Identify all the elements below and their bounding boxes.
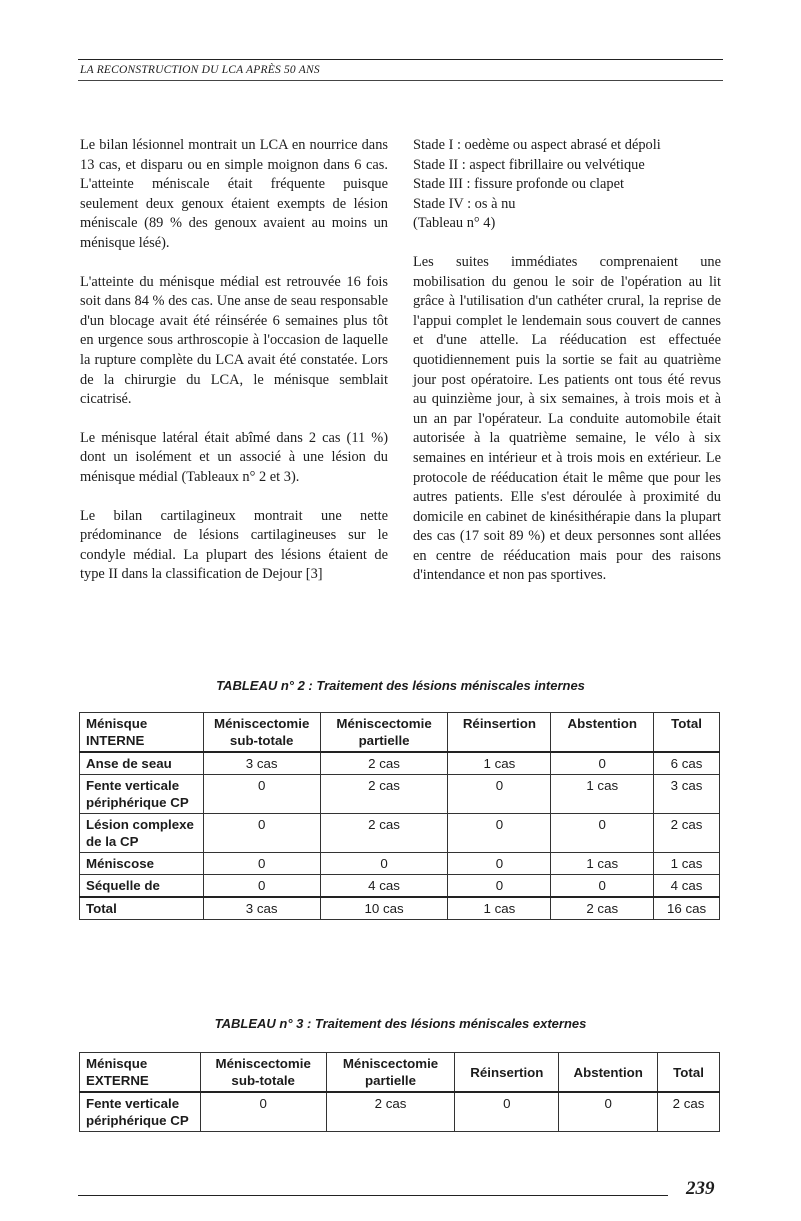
row-header: Méniscose	[80, 853, 204, 875]
column-header: Ménisque EXTERNE	[80, 1053, 201, 1093]
table-cell: 10 cas	[320, 897, 448, 920]
table-cell: 1 cas	[448, 897, 551, 920]
column-header: Réinsertion	[455, 1053, 559, 1093]
page-number: 239	[686, 1178, 715, 1199]
paragraph: Le bilan lésionnel montrait un LCA en nourrice dans 13 cas, et disparu ou en simple moignon dans 6 cas. L'atteinte méniscale était fréquente puisque seulement deux genoux étaient exempts de lésion méniscale (89 % des genoux avaient au moins un ménisque lésé).	[80, 137, 388, 251]
table-header-row	[80, 1053, 720, 1093]
table-cell: 2 cas	[320, 775, 448, 814]
stage-line: Stade IV : os à nu	[413, 195, 516, 212]
table-cell: 0	[203, 875, 320, 898]
table-cell: 0	[200, 1092, 326, 1132]
table-internal-meniscus	[79, 712, 720, 920]
table-external-meniscus	[79, 1052, 720, 1132]
table-cell: 0	[448, 875, 551, 898]
column-header: Abstention	[559, 1053, 658, 1093]
table-cell: 2 cas	[658, 1092, 720, 1132]
table-cell: 4 cas	[320, 875, 448, 898]
table2-caption: TABLEAU n° 2 : Traitement des lésions méniscales internes	[216, 678, 585, 693]
table-cell: 3 cas	[203, 752, 320, 775]
table-row	[80, 775, 720, 814]
table-header-row	[80, 713, 720, 753]
table3-caption: TABLEAU n° 3 : Traitement des lésions méniscales externes	[214, 1016, 587, 1031]
table-reference: (Tableau n° 4)	[413, 215, 496, 232]
column-header: Total	[658, 1053, 720, 1093]
table-row	[80, 752, 720, 775]
table-cell: 0	[551, 752, 654, 775]
table-cell: 0	[203, 775, 320, 814]
column-header: Ménisque INTERNE	[80, 713, 204, 753]
column-header: Abstention	[551, 713, 654, 753]
top-rule	[78, 59, 723, 60]
table-cell: 3 cas	[203, 897, 320, 920]
table-cell: 0	[551, 814, 654, 853]
column-header: Méniscectomie partielle	[326, 1053, 455, 1093]
column-header: Réinsertion	[448, 713, 551, 753]
table-cell: 2 cas	[551, 897, 654, 920]
column-header: Méniscectomie sub-totale	[200, 1053, 326, 1093]
table-cell: 3 cas	[654, 775, 720, 814]
table-cell: 0	[448, 814, 551, 853]
table-row	[80, 875, 720, 898]
stage-line: Stade II : aspect fibrillaire ou velvétique	[413, 156, 645, 173]
table-cell: 2 cas	[320, 752, 448, 775]
right-column	[413, 136, 721, 605]
table-cell: 2 cas	[654, 814, 720, 853]
paragraph: Les suites immédiates comprenaient une mobilisation du genou le soir de l'opération au lit grâce à l'utilisation d'un cathéter crural, la reprise de l'appui complet le lendemain sous couvert de cannes et d'une attelle. La rééducation est effectuée quotidiennement puis la sortie se fait au quatrième jour post opératoire. Les patients ont tous été revus au quinzième jour, à six semaines, à trois mois et à un an par l'opérateur. La conduite automobile était autorisée à la quatrième semaine, le vélo à six semaines en intérieur et à trois mois en extérieur. Le protocole de rééducation était le même que pour les autres patients. Elle s'est déroulée à proximité du domicile en cabinet de kinésithérapie dans la plupart des cas (17 soit 89 %) et deux personnes sont allées en centre de rééducation mais pour des raisons d'intendance et non pas sportives.	[413, 253, 721, 584]
row-header: Fente verticale périphérique CP	[80, 1092, 201, 1132]
table-cell: 6 cas	[654, 752, 720, 775]
table-cell: 0	[203, 814, 320, 853]
table-cell: 0	[448, 775, 551, 814]
table-cell: 2 cas	[320, 814, 448, 853]
table-cell: 1 cas	[551, 775, 654, 814]
table-row	[80, 814, 720, 853]
column-header: Méniscectomie partielle	[320, 713, 448, 753]
table-cell: 0	[203, 853, 320, 875]
row-header: Fente verticale périphérique CP	[80, 775, 204, 814]
footer-rule	[78, 1195, 668, 1196]
table-cell: 0	[551, 875, 654, 898]
table-cell: 1 cas	[551, 853, 654, 875]
running-header: LA RECONSTRUCTION DU LCA APRÈS 50 ANS	[80, 64, 320, 76]
row-header: Anse de seau	[80, 752, 204, 775]
stage-line: Stade III : fissure profonde ou clapet	[413, 176, 624, 193]
left-column	[80, 136, 388, 604]
table-cell: 0	[559, 1092, 658, 1132]
stage-line: Stade I : oedème ou aspect abrasé et dépoli	[413, 137, 661, 153]
table-cell: 2 cas	[326, 1092, 455, 1132]
row-header: Total	[80, 897, 204, 920]
table-cell: 0	[320, 853, 448, 875]
column-header: Méniscectomie sub-totale	[203, 713, 320, 753]
table-cell: 4 cas	[654, 875, 720, 898]
table-cell: 0	[448, 853, 551, 875]
table-total-row	[80, 897, 720, 920]
table-cell: 1 cas	[448, 752, 551, 775]
table-cell: 16 cas	[654, 897, 720, 920]
column-header: Total	[654, 713, 720, 753]
table-row	[80, 853, 720, 875]
header-rule	[78, 80, 723, 81]
table-cell: 1 cas	[654, 853, 720, 875]
table-row	[80, 1092, 720, 1132]
paragraph: Le ménisque latéral était abîmé dans 2 cas (11 %) dont un isolément et un associé à une lésion du ménisque médial (Tableaux n° 2 et 3).	[80, 429, 388, 485]
row-header: Séquelle de	[80, 875, 204, 898]
table-cell: 0	[455, 1092, 559, 1132]
paragraph: L'atteinte du ménisque médial est retrouvée 16 fois soit dans 84 % des cas. Une anse de seau responsable d'un blocage avait été réinsérée 6 semaines plus tôt en urgence sous arthroscopie à l'occasion de laquelle la rupture complète du LCA avait été constatée. Lors de la chirurgie du LCA, le ménisque semblait cicatrisé.	[80, 273, 388, 408]
paragraph: Le bilan cartilagineux montrait une nette prédominance de lésions cartilagineuses sur le condyle médial. La plupart des lésions étaient de type II dans la classification de Dejour [3]	[80, 507, 388, 583]
row-header: Lésion complexe de la CP	[80, 814, 204, 853]
